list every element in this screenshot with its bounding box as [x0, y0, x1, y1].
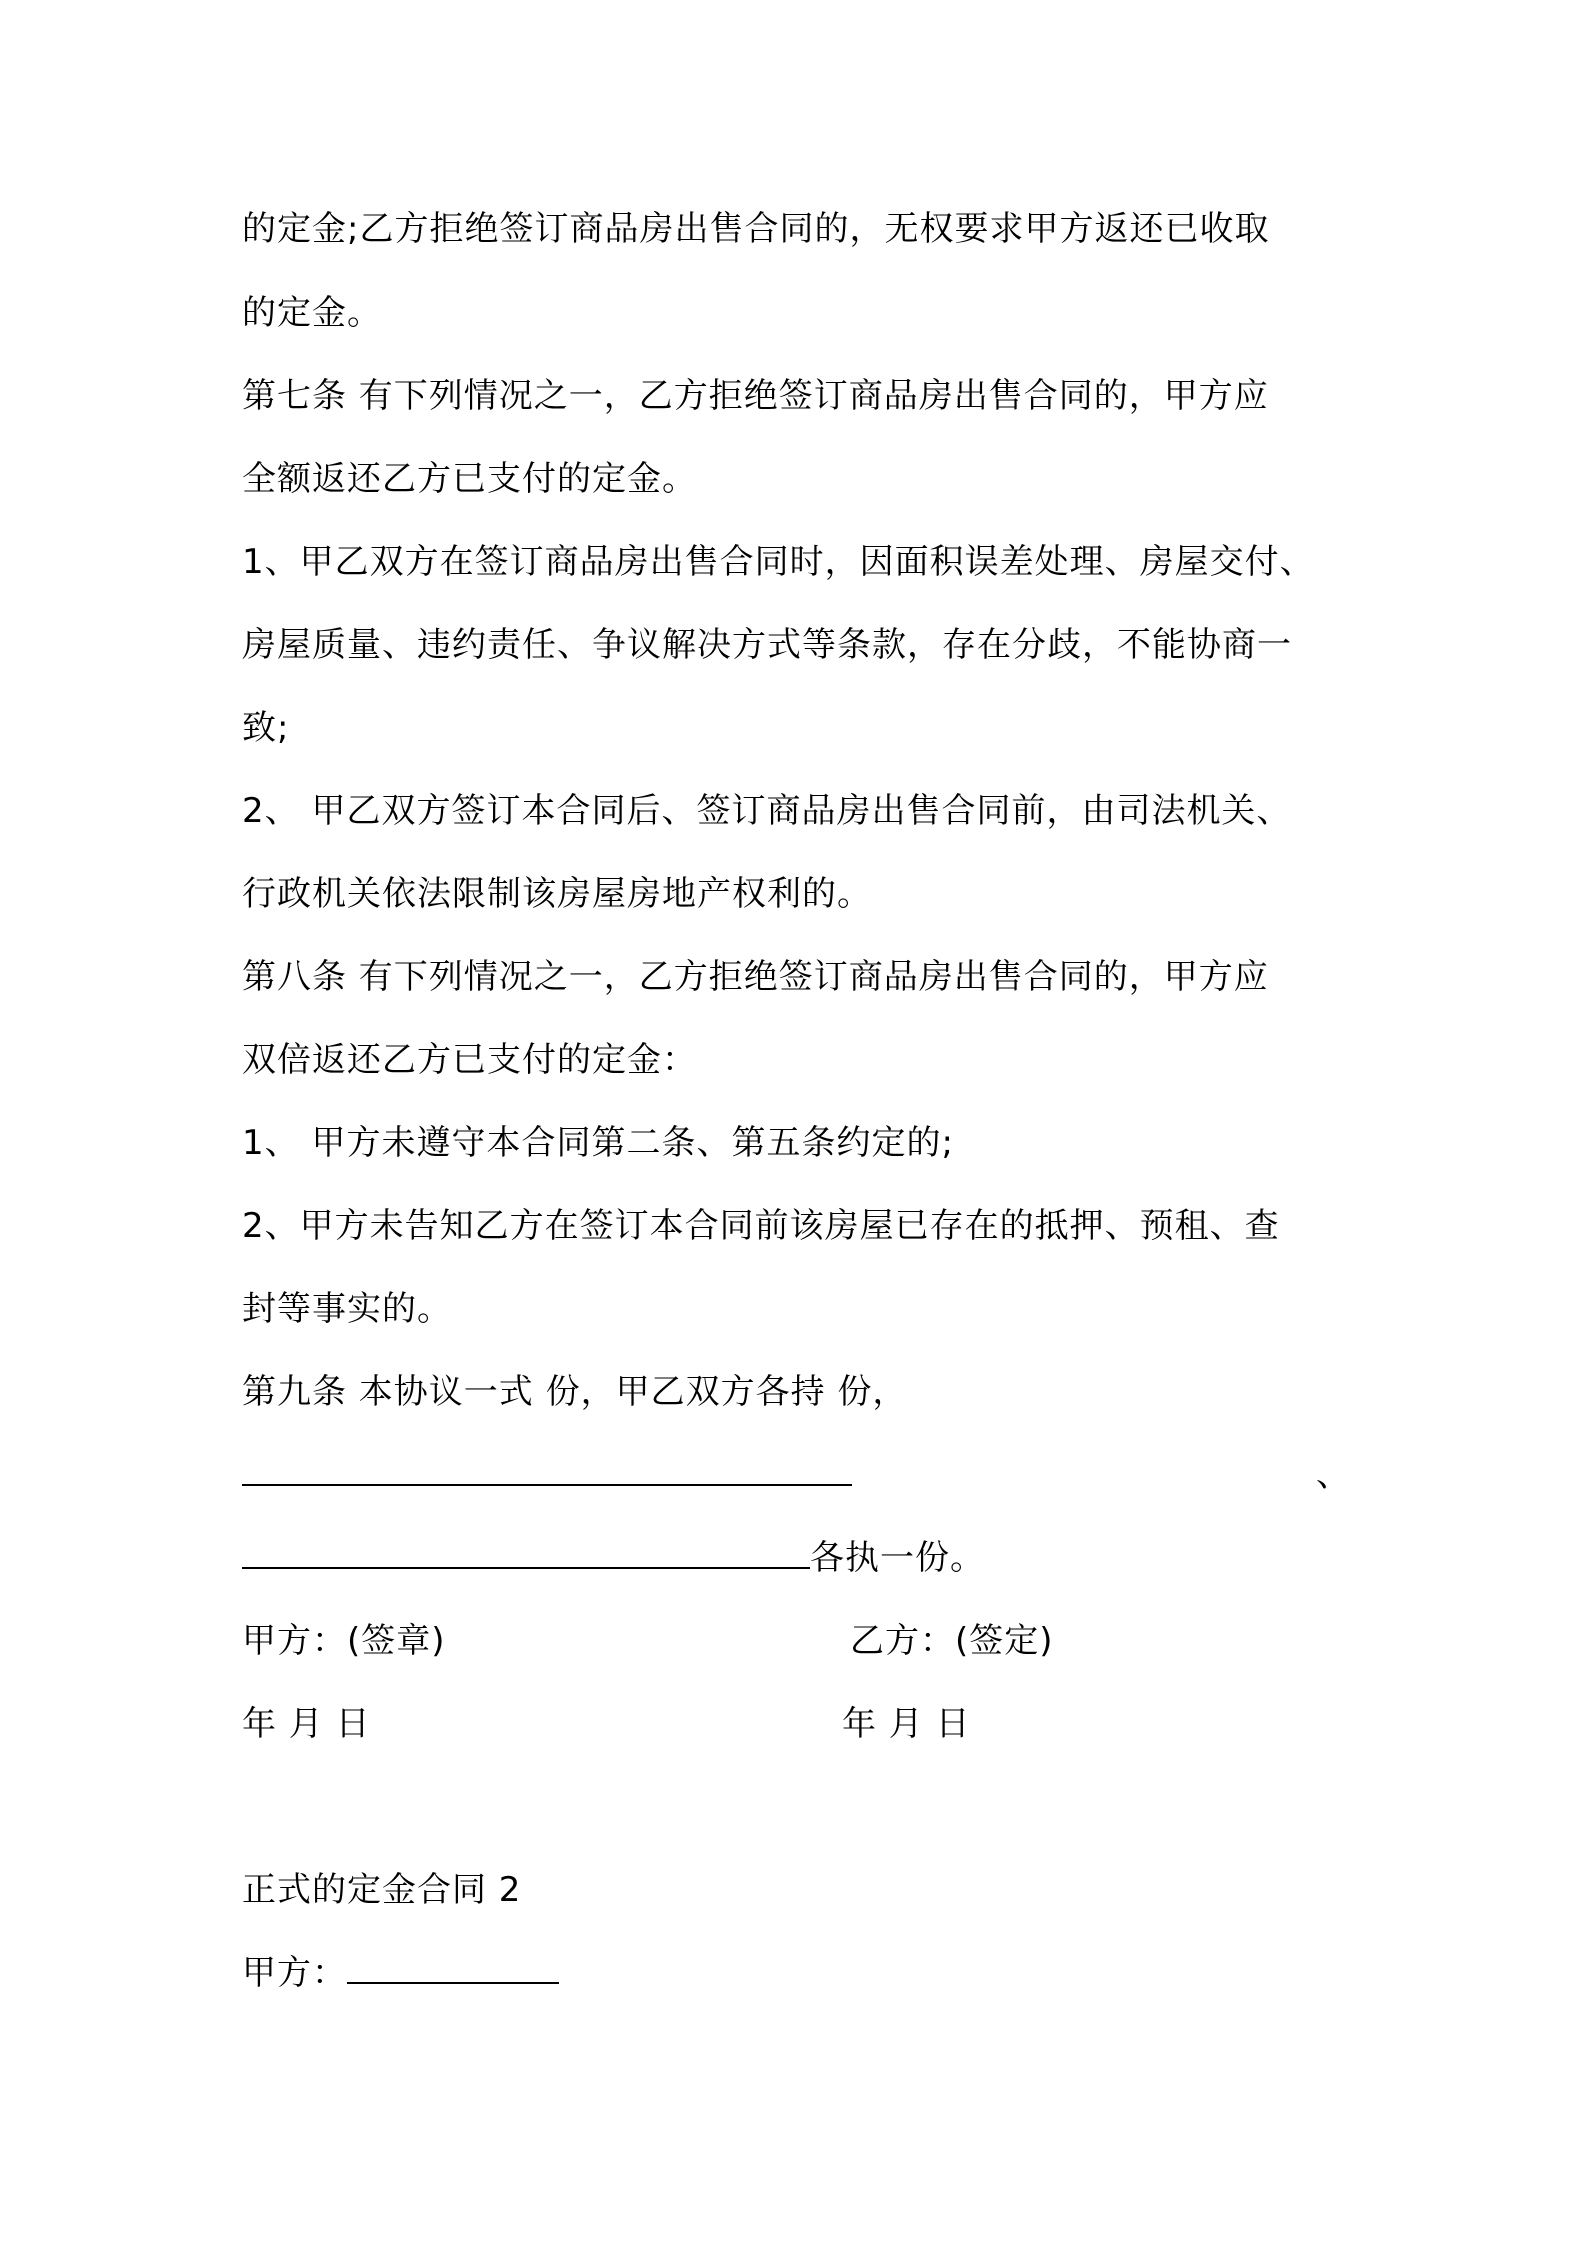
- blank-line-2: [242, 1534, 985, 1582]
- blank-line-mark: 、: [1316, 1455, 1351, 1495]
- blank-line-2-tail: 各执一份。: [810, 1538, 985, 1578]
- paragraph-line: 房屋质量、违约责任、争议解决方式等条款，存在分歧，不能协商一: [242, 625, 1292, 665]
- party-a-underline: [347, 1952, 559, 1984]
- article-8-heading: 第八条 有下列情况之一，乙方拒绝签订商品房出售合同的，甲方应: [242, 957, 1269, 997]
- blank-underline: [242, 1454, 852, 1486]
- paragraph-line: 行政机关依法限制该房屋房地产权利的。: [242, 874, 872, 914]
- article-7-heading: 第七条 有下列情况之一，乙方拒绝签订商品房出售合同的，甲方应: [242, 376, 1269, 416]
- party-a-date: 年 月 日: [242, 1704, 371, 1744]
- paragraph-line: 1、 甲方未遵守本合同第二条、第五条约定的;: [242, 1123, 954, 1163]
- paragraph-line: 双倍返还乙方已支付的定金：: [242, 1040, 697, 1080]
- blank-line-1: [242, 1451, 852, 1499]
- party-a-signature: 甲方：(签章): [242, 1621, 446, 1661]
- paragraph-line: 致;: [242, 708, 290, 748]
- paragraph-line: 2、 甲乙双方签订本合同后、签订商品房出售合同前，由司法机关、: [242, 791, 1292, 831]
- party-a-label: 甲方：: [242, 1953, 347, 1993]
- article-9-heading: 第九条 本协议一式 份，甲乙双方各持 份，: [242, 1372, 908, 1412]
- paragraph-line: 的定金。: [242, 293, 382, 333]
- paragraph-line: 2、甲方未告知乙方在签订本合同前该房屋已存在的抵押、预租、查: [242, 1206, 1280, 1246]
- blank-underline: [242, 1537, 810, 1569]
- section-title: 正式的定金合同 2: [242, 1870, 522, 1910]
- party-b-date: 年 月 日: [842, 1704, 971, 1744]
- paragraph-line: 全额返还乙方已支付的定金。: [242, 459, 697, 499]
- paragraph-line: 的定金;乙方拒绝签订商品房出售合同的，无权要求甲方返还已收取: [242, 209, 1270, 249]
- party-a-field: [242, 1949, 559, 1997]
- party-b-signature: 乙方：(签定): [850, 1621, 1054, 1661]
- paragraph-line: 1、甲乙双方在签订商品房出售合同时，因面积误差处理、房屋交付、: [242, 542, 1315, 582]
- paragraph-line: 封等事实的。: [242, 1289, 452, 1329]
